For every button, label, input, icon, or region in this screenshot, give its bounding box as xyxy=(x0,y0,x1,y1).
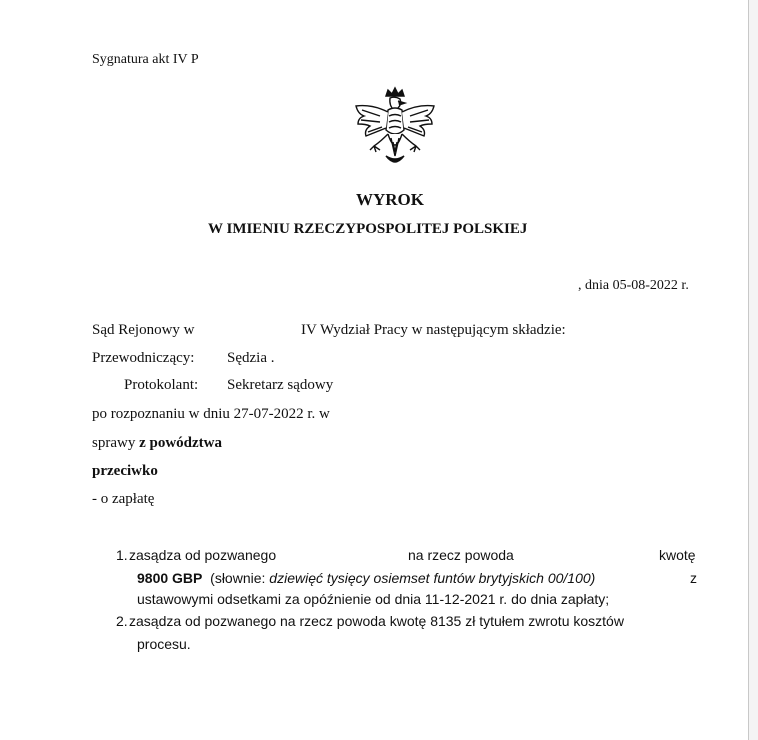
court-prefix: Sąd Rejonowy w xyxy=(92,322,195,338)
item-2-line2: procesu. xyxy=(137,636,191,652)
case-line xyxy=(92,435,222,452)
clerk-label: Protokolant: xyxy=(124,377,199,393)
item-1-line3: ustawowymi odsetkami za opóźnienie od dnia 11-12-2021 r. do dnia zapłaty; xyxy=(137,591,610,607)
item-1-paren-open: (słownie: xyxy=(210,570,266,586)
clerk-value: Sekretarz sądowy xyxy=(227,377,334,393)
case-prefix: sprawy xyxy=(92,435,140,451)
polish-eagle-emblem-icon xyxy=(350,86,440,174)
item-2-line1: zasądza od pozwanego na rzecz powoda kwotę 8135 zł tytułem zwrotu kosztów xyxy=(129,613,624,629)
chair-label: Przewodniczący: xyxy=(92,350,195,366)
case-signature: Sygnatura akt IV P xyxy=(92,52,199,67)
document-subtitle: W IMIENIU RZECZYPOSPOLITEJ POLSKIEJ xyxy=(208,221,528,237)
page-edge-shadow xyxy=(749,0,758,740)
item-1-text-a: zasądza od pozwanego xyxy=(129,547,277,563)
item-1-text-b: na rzecz powoda xyxy=(408,547,514,563)
court-division: IV Wydział Pracy w następującym składzie: xyxy=(301,322,566,338)
document-title: WYROK xyxy=(356,190,424,209)
item-1-amount: 9800 GBP xyxy=(137,570,203,586)
item-2-number: 2. xyxy=(116,613,128,629)
case-against: przeciwko xyxy=(92,463,158,479)
case-claim: z powództwa xyxy=(139,435,222,451)
chair-value: Sędzia . xyxy=(227,350,275,366)
item-1-amount-words: dziewięć tysięcy osiemset funtów brytyjskich 00/100) xyxy=(269,570,596,586)
item-1-line2 xyxy=(137,570,595,586)
hearing-line: po rozpoznaniu w dniu 27-07-2022 r. w xyxy=(92,406,330,422)
item-1-conj: z xyxy=(690,570,697,586)
item-1-number: 1. xyxy=(116,547,128,563)
item-1-text-c: kwotę xyxy=(659,547,696,563)
case-subject: - o zapłatę xyxy=(92,491,155,507)
date-line: , dnia 05-08-2022 r. xyxy=(578,278,689,293)
